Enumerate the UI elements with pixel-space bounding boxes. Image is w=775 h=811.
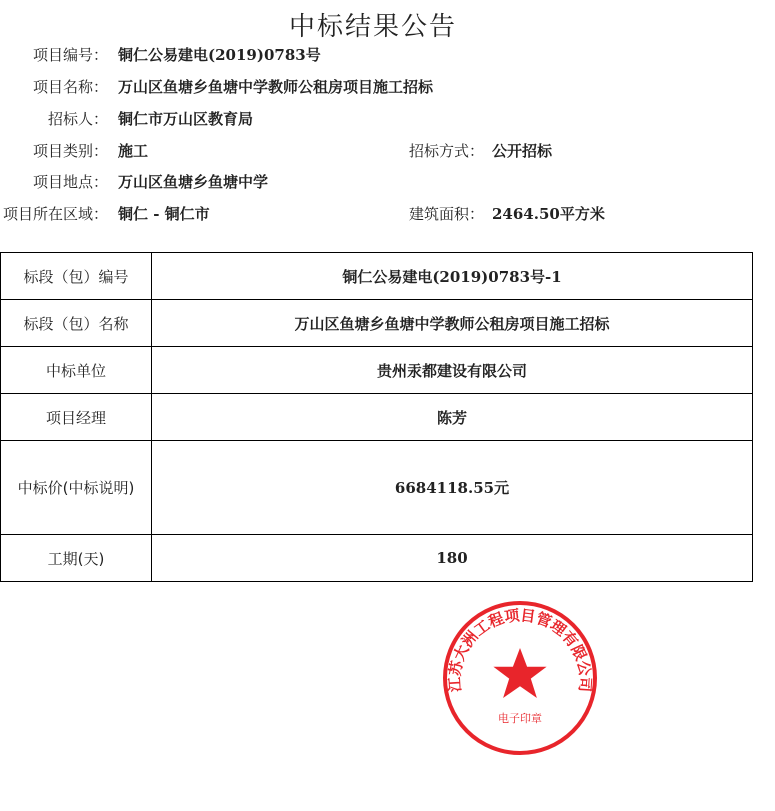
info-category <box>0 139 760 163</box>
area-value: 2464.50平方米 <box>492 205 605 223</box>
region-label: 项目所在区域： <box>2 205 108 223</box>
area-label: 建筑面积： <box>408 205 484 223</box>
result-table <box>0 252 753 582</box>
row-label: 工期(天) <box>1 535 152 582</box>
info-project-no <box>0 43 760 67</box>
category-label: 项目类别： <box>32 142 108 160</box>
seal-star-icon <box>493 648 546 698</box>
tenderer-value: 铜仁市万山区教育局 <box>118 110 254 128</box>
info-project-name <box>0 75 760 99</box>
project-no-label: 项目编号： <box>32 46 108 64</box>
electronic-seal-icon <box>440 598 600 758</box>
row-value: 6684118.55元 <box>152 441 753 535</box>
row-label: 标段（包）名称 <box>1 300 152 347</box>
table-row <box>1 441 753 535</box>
info-tenderer <box>0 107 760 131</box>
location-label: 项目地点： <box>32 173 108 191</box>
method-value: 公开招标 <box>492 142 553 160</box>
category-value: 施工 <box>118 142 149 160</box>
project-no-value: 铜仁公易建电(2019)0783号 <box>118 46 321 64</box>
row-value: 180 <box>152 535 753 582</box>
location-value: 万山区鱼塘乡鱼塘中学 <box>118 173 269 191</box>
info-region <box>0 202 760 226</box>
row-value: 贵州汞都建设有限公司 <box>152 347 753 394</box>
table-row <box>1 347 753 394</box>
tenderer-label: 招标人： <box>47 110 108 128</box>
table-row <box>1 300 753 347</box>
row-label: 中标价(中标说明) <box>1 441 152 535</box>
table-row <box>1 253 753 300</box>
method-label: 招标方式： <box>408 142 484 160</box>
row-label: 标段（包）编号 <box>1 253 152 300</box>
project-name-label: 项目名称： <box>32 78 108 96</box>
table-row <box>1 394 753 441</box>
table-row <box>1 535 753 582</box>
row-value: 万山区鱼塘乡鱼塘中学教师公租房项目施工招标 <box>152 300 753 347</box>
region-value: 铜仁 - 铜仁市 <box>118 205 210 223</box>
seal-org-text: 江苏大洲工程项目管理有限公司 <box>445 606 595 693</box>
row-label: 中标单位 <box>1 347 152 394</box>
row-value: 铜仁公易建电(2019)0783号-1 <box>152 253 753 300</box>
info-location <box>0 170 760 194</box>
seal-sub-text: 电子印章 <box>498 712 542 725</box>
page-title: 中标结果公告 <box>288 12 457 42</box>
project-name-value: 万山区鱼塘乡鱼塘中学教师公租房项目施工招标 <box>118 78 434 96</box>
row-label: 项目经理 <box>1 394 152 441</box>
row-value: 陈芳 <box>152 394 753 441</box>
